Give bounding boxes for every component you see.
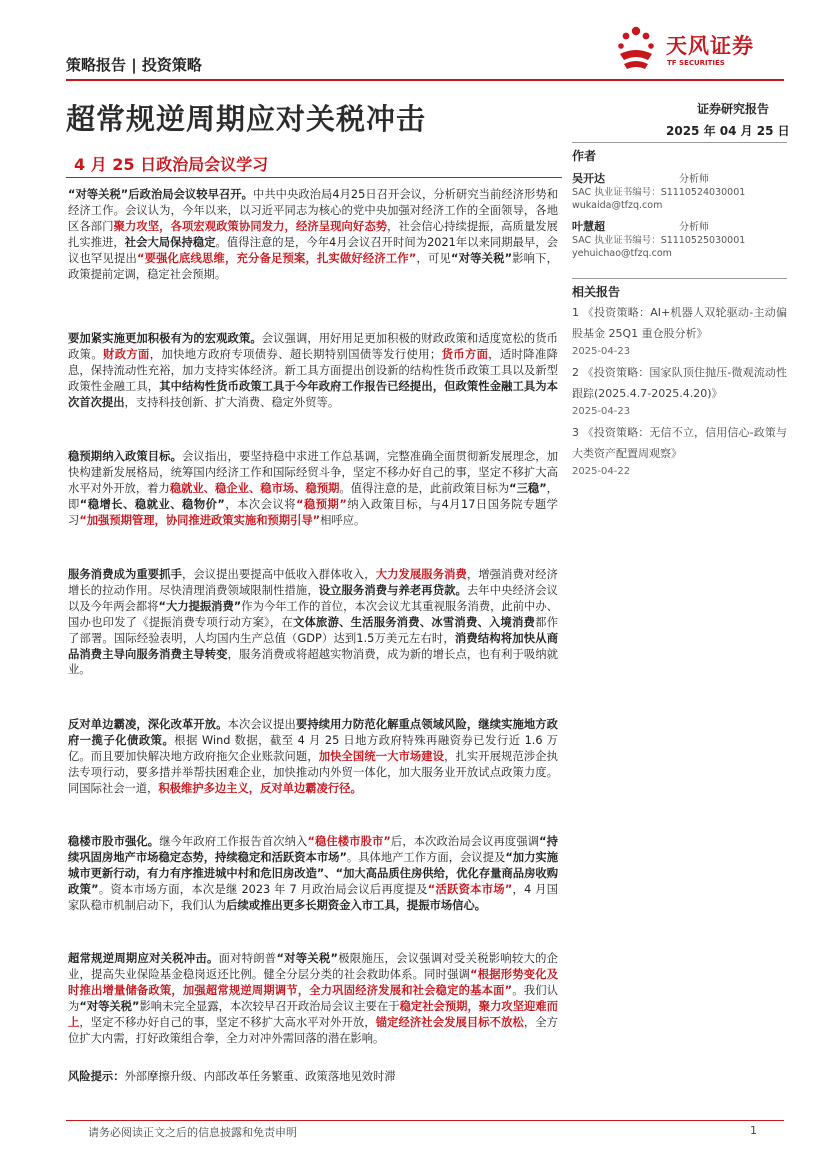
author-cert: SAC 执业证书编号：S1110524030001 (572, 187, 746, 198)
p3-highlight: 稳就业、稳企业、稳市场、稳预期 (169, 481, 340, 495)
p4-text: ，增强消费对经济增长的拉动作用。尽快清理消费领域限制性措施， (68, 568, 558, 597)
related-report[interactable]: 2 《投资策略：国家队顶住抛压-微观流动性跟踪(2025.4.7-2025.4.20)》 (572, 366, 787, 400)
p3-highlight: “加强预期管理，协同推进政策实施和预期引导” (79, 513, 321, 527)
author-name (572, 218, 787, 234)
p1-text: 值得注意的是，今年4月会议召开时间为2021年以来同期最早，会议也罕见提出 (68, 235, 558, 265)
page-subtitle: 4 月 25 日政治局会议学习 (74, 155, 269, 174)
related-heading: 相关报告 (572, 278, 787, 300)
p7-highlight: “根据形势变化及时推出增量储备政策，加强超常规逆周期调节，全力巩固经济发展和社会稳定的基本面” (68, 967, 558, 997)
p3-text: 会议指出，要坚持稳中求进工作总基调，完整准确全面贯彻新发展理念，加快构建新发展格局，统筹国内经济工作和国际经贸斗争，坚定不移办好自己的事，坚定不移扩大高水平对外开放，着力 (68, 450, 558, 495)
p2-bold: 其中结构性货币政策工具于今年政府工作报告已经提出，但政策性金融工具为本次首次提出 (68, 379, 558, 409)
p7-highlight: 稳定社会预期，聚力攻坚迎难而上 (68, 999, 558, 1029)
paragraph-1 (68, 187, 558, 282)
author-email[interactable]: yehuichao@tfzq.com (572, 248, 672, 259)
related-report[interactable]: 3 《投资策略：无信不立，信用信心-政策与大类资产配置周观察》 (572, 426, 787, 460)
p2-highlight: 财政方面 (103, 347, 150, 361)
sidebar (572, 142, 787, 480)
p2-lead: 要加紧实施更加积极有为的宏观政策。 (68, 332, 262, 345)
p1-text: 中共中央政治局4月25日召开会议，分析研究当前经济形势和经济工作。会议认为，今年以来，以习近平同志为核心的党中央加强对经济工作的全面领导，各地区各部门 (68, 188, 558, 233)
author-role: 分析师 (679, 222, 709, 233)
p7-text: 影响未完全显露，本次较早召开政治局会议主要在于 (139, 999, 400, 1013)
p3-lead: 稳预期纳入政策目标。 (68, 450, 182, 463)
p2-highlight: 货币方面 (441, 347, 489, 361)
author-cert: SAC 执业证书编号：S1110525030001 (572, 235, 746, 246)
paragraph-7 (68, 951, 558, 1046)
p1-text: 。 (215, 235, 227, 249)
p6-text: 。资本市场方面，本次是继 2023 年 7 月政治局会议后再度提及 (98, 882, 428, 896)
p4-text: 作为今年工作的首位，本次会议尤其重视服务消费，此前中办、国办也印发了《提振消费专项行动方案》，在 (68, 599, 558, 629)
p4-bold: “大力提振消费” (158, 599, 242, 613)
p2-text: ，加快地方政府专项债券、超长期特别国债等发行使用； (149, 347, 442, 361)
p5-text: 本次会议提出 (227, 718, 296, 731)
p1-highlight: 聚力攻坚，各项宏观政策协同发力，经济呈现向好态势 (113, 219, 388, 233)
author-name (572, 170, 787, 186)
p7-bold: “对等关税” (79, 999, 140, 1013)
p7-highlight: 锚定经济社会发展目标不放松 (375, 1015, 524, 1029)
p3-text: ，即 (68, 481, 558, 511)
page-number: 1 (750, 1124, 757, 1137)
p4-bold: 消费结构将加快从商品消费主导向服务消费主导转变 (68, 631, 558, 661)
page-title: 超常规逆周期应对关税冲击 (66, 102, 427, 136)
p6-text: 继今年政府工作报告首次纳入 (159, 835, 308, 848)
related-report-date: 2025-04-23 (572, 406, 631, 417)
p5-bold: 要持续用力防范化解重点领域风险，继续实施地方政府一揽子化债政策。 (68, 718, 558, 747)
p6-bold: “持续巩固房地产市场稳定态势，持续稳定和活跃资本市场” (68, 835, 558, 864)
report-type: 策略报告 | 投资策略 (66, 56, 202, 74)
company-logo (612, 24, 787, 74)
p3-bold: “三稳” (509, 481, 547, 495)
p6-bold: 后续或推出更多长期资金入市工具，提振市场信心。 (226, 898, 487, 912)
p1-text: ，可见 (416, 251, 451, 265)
p4-text: ，服务消费或将超越实物消费，成为新的增长点，也有利于吸纳就业。 (68, 647, 558, 677)
paragraph-6 (68, 834, 558, 914)
logo-mark-icon (612, 24, 662, 74)
header-rule (66, 79, 784, 81)
paragraph-3 (68, 449, 558, 529)
p6-highlight: “活跃资本市场” (427, 882, 513, 896)
p6-text: ，4 月国家队稳市机制启动下，我们认为 (68, 882, 559, 912)
logo-name-cn: 天风证券 (666, 34, 754, 58)
author-email[interactable]: wukaida@tfzq.com (572, 200, 663, 211)
p1-bold: “对等关税” (450, 251, 512, 265)
p3-highlight: “稳预期” (296, 497, 347, 511)
p7-text: ，全方位扩大内需，打好政策组合拳，全力对冲外需回落的潜在影响。 (68, 1015, 558, 1045)
p7-bold: “对等关税” (276, 952, 338, 965)
author-role: 分析师 (679, 174, 709, 185)
p6-bold: “加力实施城市更新行动，有力有序推进城中村和危旧房改造”、“加大高品质住房供给，优化存量商品房收购政策” (68, 850, 558, 896)
p2-text: 会议强调，用好用足更加积极的财政政策和适度宽松的货币政策。 (68, 332, 558, 361)
p5-highlight: 积极维护多边主义，反对单边霸凌行径。 (158, 781, 362, 795)
p4-lead: 服务消费成为重要抓手 (68, 568, 182, 581)
doc-type: 证券研究报告 (697, 102, 770, 116)
author-name-text: 叶慧超 (572, 220, 605, 233)
related-report-date: 2025-04-23 (572, 346, 631, 357)
footer-disclaimer: 请务必阅读正文之后的信息披露和免责申明 (88, 1126, 297, 1139)
subtitle-rule (66, 177, 562, 178)
p2-text: ，支持科技创新、扩大消费、稳定外贸等。 (124, 395, 340, 409)
logo-name-en: TF SECURITIES (667, 59, 725, 67)
p7-lead: 超常规逆周期应对关税冲击。 (68, 952, 219, 965)
p1-lead: “对等关税”后政治局会议较早召开。 (68, 188, 253, 201)
p6-highlight: “稳住楼市股市” (307, 835, 391, 848)
p3-text: 纳入政策目标，与4月17日国务院专题学习 (68, 497, 558, 527)
p6-text: 。具体地产工作方面，会议提及 (346, 850, 506, 864)
risk-warning (68, 1069, 558, 1085)
p5-highlight: 加快全国统一大市场建设 (318, 749, 445, 763)
p3-text: 相呼应。 (320, 513, 366, 527)
paragraph-5 (68, 717, 558, 797)
p6-text: 后，本次政治局会议再度强调 (390, 835, 540, 848)
related-report[interactable]: 1 《投资策略：AI+机器人双轮驱动-主动偏股基金 25Q1 重仓股分析》 (572, 306, 787, 340)
p3-text: 。值得注意的是，此前政策目标为 (339, 481, 510, 495)
p4-bold: 文体旅游、生活服务消费、冰雪消费、入境消费 (292, 615, 536, 629)
p2-text: ，适时降准降息，保持流动性充裕，加力支持实体经济。新工具方面提出创设新的结构性货币政策工具以及新型政策性金融工具， (68, 347, 558, 393)
risk-label: 风险提示： (68, 1070, 125, 1083)
p7-text: 极限施压，会议强调对受关税影响较大的企业，提高失业保险基金稳岗返还比例。健全分层分类的社会救助体系。同时强调 (68, 952, 558, 981)
p4-bold: 设立服务消费与养老再贷款。 (318, 583, 467, 597)
p3-bold: “稳增长、稳就业、稳物价” (79, 497, 225, 511)
p7-text: ，坚定不移办好自己的事，坚定不移扩大高水平对外开放， (79, 1015, 376, 1029)
related-report-date: 2025-04-22 (572, 466, 631, 477)
p4-text: 都作了部署。国际经验表明，人均国内生产总值（GDP）达到1.5万美元左右时， (68, 615, 558, 645)
p1-text: ，社会信心持续提振，高质量发展扎实推进， (68, 219, 558, 249)
footer-rule (66, 1120, 784, 1121)
doc-date: 2025 年 04 月 25 日 (666, 124, 790, 138)
paragraph-2 (68, 331, 558, 411)
p5-text: 根据 Wind 数据，截至 4 月 25 日地方政府特殊再融资券已发行近 1.6 万亿。而且要加快解决地方政府拖欠企业账款问题， (68, 733, 558, 763)
p1-text: 影响下，政策提前定调，稳定社会预期。 (68, 251, 558, 281)
p5-text: ，扎实开展规范涉企执法专项行动，要多措并举帮扶困难企业，加快推动内外贸一体化，加大服务业开放试点政策力度。同国际社会一道， (68, 749, 558, 795)
risk-text: 外部摩擦升级、内部改革任务繁重、政策落地见效时滞 (124, 1070, 396, 1083)
p5-lead: 反对单边霸凌，深化改革开放。 (68, 718, 228, 731)
p3-text: ，本次会议将 (224, 497, 297, 511)
p4-text: 去年中央经济会议以及今年两会都将 (68, 583, 558, 613)
p6-lead: 稳楼市股市强化。 (68, 835, 160, 848)
p4-highlight: 大力发展服务消费 (375, 568, 467, 581)
p4-text: ，会议提出要提高中低收入群体收入， (181, 568, 376, 581)
authors-heading: 作者 (572, 142, 787, 164)
p1-highlight: “要强化底线思维，充分备足预案，扎实做好经济工作” (136, 251, 417, 265)
p7-text: 。我们认为 (68, 983, 558, 1013)
p7-text: 面对特朗普 (218, 952, 277, 965)
author-name-text: 吴开达 (572, 172, 605, 185)
p1-bold: 社会大局保持稳定 (124, 235, 216, 249)
paragraph-4 (68, 567, 558, 678)
